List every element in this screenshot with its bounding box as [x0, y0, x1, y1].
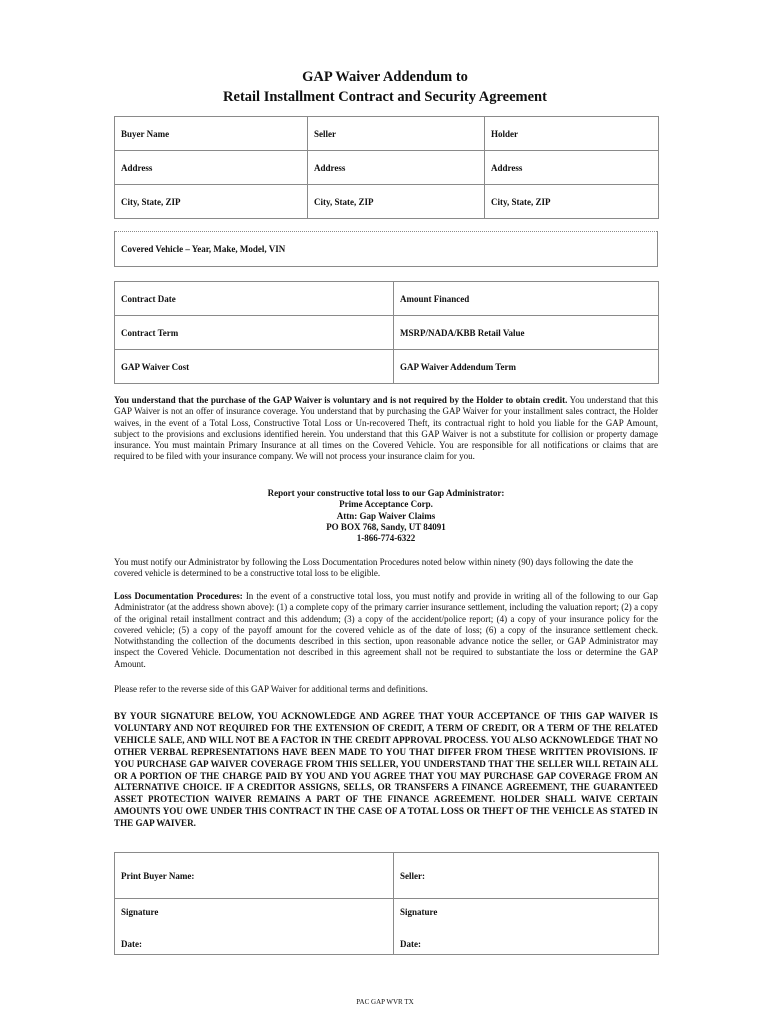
loss-procedures: [114, 591, 658, 670]
buyer-signature-label: Signature: [121, 907, 159, 917]
covered-vehicle-field[interactable]: Covered Vehicle – Year, Make, Model, VIN: [115, 232, 658, 267]
buyer-name-field[interactable]: Buyer Name: [115, 117, 308, 151]
contract-date-field[interactable]: Contract Date: [115, 282, 394, 316]
administrator-block: [114, 488, 658, 544]
seller-name-field[interactable]: Seller:: [394, 853, 659, 899]
gap-waiver-cost-field[interactable]: GAP Waiver Cost: [115, 350, 394, 384]
holder-city-field[interactable]: City, State, ZIP: [485, 185, 659, 219]
refer-paragraph: Please refer to the reverse side of this GAP Waiver for additional terms and definitions.: [114, 684, 428, 694]
seller-address-field[interactable]: Address: [308, 151, 485, 185]
form-code-footer: PAC GAP WVR TX: [356, 998, 414, 1006]
voluntary-notice-lead: You understand that the purchase of the GAP Waiver is voluntary and is not required by the Holder to obtain credit.: [114, 395, 568, 405]
seller-city-field[interactable]: City, State, ZIP: [308, 185, 485, 219]
parties-table: [114, 116, 659, 219]
acknowledgement-paragraph: BY YOUR SIGNATURE BELOW, YOU ACKNOWLEDGE AND AGREE THAT YOUR ACCEPTANCE OF THIS GAP WAIVER IS VOLUNTARY AND NOT REQUIRED FOR THE EXTENSION OF CREDIT, A TERM OF CREDIT, OR A TERM OF THE RELATED VEHICLE SALE, AND WILL NOT BE A FACTOR IN THE CREDIT APPROVAL PROCESS. YOU ALSO ACKNOWLEDGE THAT NO OTHER VERBAL REPRESENTATIONS HAVE BEEN MADE TO YOU THAT DIFFER FROM THESE WRITTEN PROVISIONS. IF YOU PURCHASE GAP WAIVER COVERAGE FROM THIS SELLER, YOU UNDERSTAND THAT THE SELLER WILL RETAIN ALL OR A PORTION OF THE CHARGE PAID BY YOU AND YOU AGREE THAT YOU MAY PURCHASE GAP COVERAGE FROM AN ALTERNATIVE CHOICE. IF A CREDITOR ASSIGNS, SELLS, OR TRANSFERS A FINANCE AGREEMENT, THE GUARANTEED ASSET PROTECTION WAIVER REMAINS A PART OF THE FINANCE AGREEMENT. HOLDER SHALL WAIVE CERTAIN AMOUNTS YOU OWE UNDER THIS CONTRACT IN THE CASE OF A TOTAL LOSS OR THEFT OF THE VEHICLE AS STATED IN THE GAP WAIVER.: [114, 711, 658, 829]
seller-signature-field[interactable]: [394, 899, 659, 955]
seller-field[interactable]: Seller: [308, 117, 485, 151]
loss-procedures-body: In the event of a constructive total loss, you must notify and provide in writing all of the following to our Gap Administrator (at the address shown above): (1) a complete copy of the primary carrier insurance settlement, including the valuation report; (2) a copy of the original retail installment contract and this addendum; (3) a copy of the accident/police report; (4) a copy of your insurance policy for the covered vehicle; (5) a copy of the payoff amount for the covered vehicle as of the date of loss; (6) a copy of the insurance settlement check. Notwithstanding the collection of the documents described in this section, upon reasonable advance notice the seller, or GAP Administrator may inspect the Covered Vehicle. Documentation not described in this agreement shall not be required to substantiate the loss or determine the GAP Amount.: [114, 591, 658, 669]
addendum-term-field[interactable]: GAP Waiver Addendum Term: [394, 350, 659, 384]
administrator-heading: Report your constructive total loss to our Gap Administrator:: [267, 488, 505, 498]
seller-date-label: Date:: [400, 939, 421, 949]
voluntary-notice-body: You understand that this GAP Waiver is not an offer of insurance coverage. You understand that by purchasing the GAP Waiver for your installment sales contract, the Holder waives, in the event of a Total Loss, Constructive Total Loss or Un-recovered Theft, its contractual right to hold you liable for the GAP Amount, subject to the provisions and exclusions identified herein. You understand that this GAP Waiver is not a substitute for collision or property damage insurance. You must maintain Primary Insurance at all times on the Covered Vehicle. You are responsible for all notifications or claims that are required to be filed with your insurance company. We will not process your insurance claim for you.: [114, 395, 658, 462]
contract-term-field[interactable]: Contract Term: [115, 316, 394, 350]
holder-address-field[interactable]: Address: [485, 151, 659, 185]
signature-table: [114, 852, 659, 955]
buyer-address-field[interactable]: Address: [115, 151, 308, 185]
administrator-attn: Attn: Gap Waiver Claims: [336, 510, 436, 521]
holder-field[interactable]: Holder: [485, 117, 659, 151]
amount-financed-field[interactable]: Amount Financed: [394, 282, 659, 316]
administrator-company: Prime Acceptance Corp.: [339, 499, 433, 510]
voluntary-notice: [114, 395, 658, 463]
form-title: GAP Waiver Addendum to: [302, 69, 468, 85]
form-subtitle: Retail Installment Contract and Security Agreement: [223, 89, 547, 105]
buyer-city-field[interactable]: City, State, ZIP: [115, 185, 308, 219]
notify-paragraph: You must notify our Administrator by following the Loss Documentation Procedures noted below within ninety (90) days following the date the covered vehicle is determined to be a constructive total loss to be eligible.: [114, 557, 634, 579]
administrator-phone: 1-866-774-6322: [356, 533, 416, 544]
seller-signature-label: Signature: [400, 907, 438, 917]
contract-table: [114, 281, 659, 384]
loss-procedures-lead: Loss Documentation Procedures:: [114, 591, 243, 601]
buyer-signature-field[interactable]: [115, 899, 394, 955]
buyer-date-label: Date:: [121, 939, 142, 949]
print-buyer-name-field[interactable]: Print Buyer Name:: [115, 853, 394, 899]
administrator-address: PO BOX 768, Sandy, UT 84091: [326, 521, 446, 532]
vehicle-table: [114, 231, 658, 267]
retail-value-field[interactable]: MSRP/NADA/KBB Retail Value: [394, 316, 659, 350]
